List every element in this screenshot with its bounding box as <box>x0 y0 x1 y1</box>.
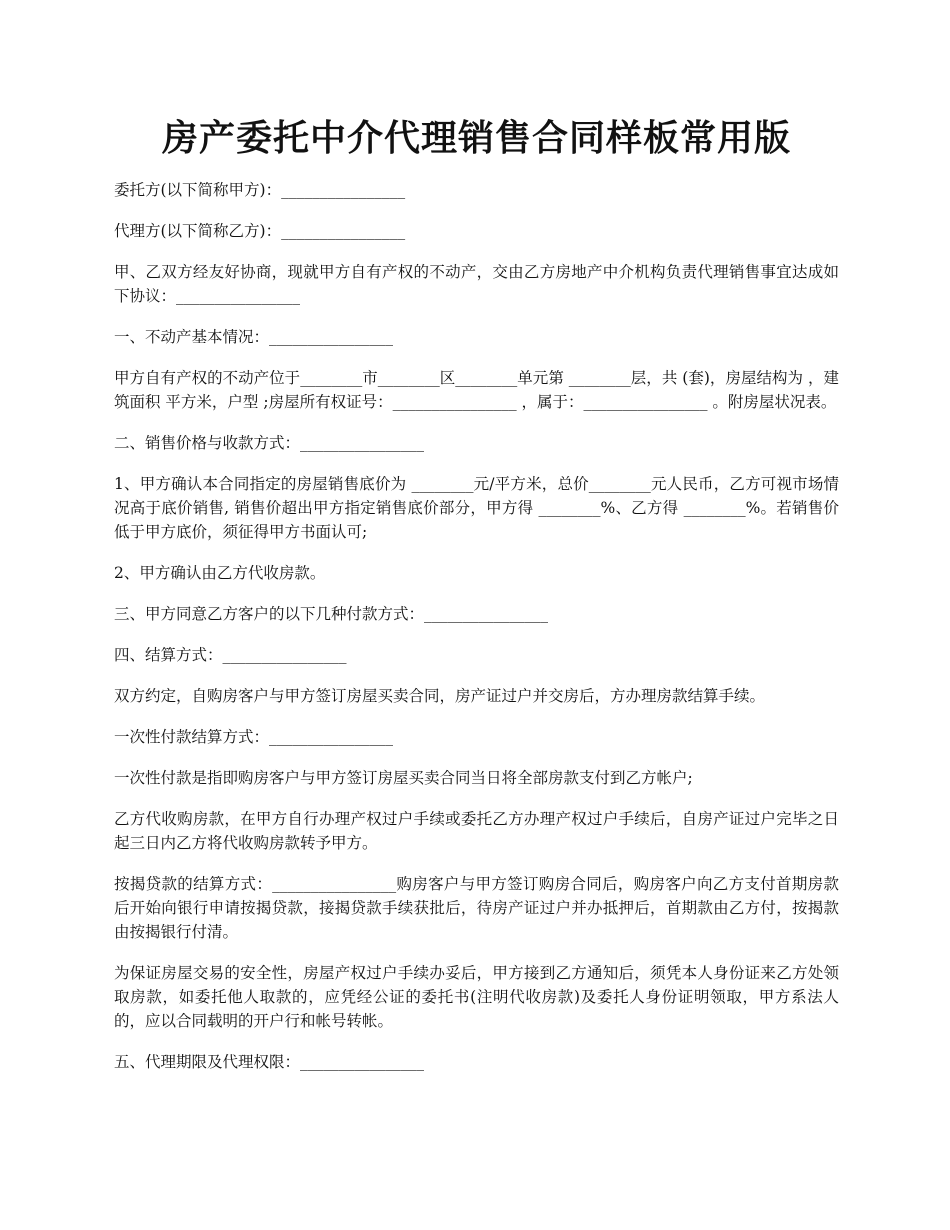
property-description: 甲方自有产权的不动产位于________市________区________单元第 ________层，共 (套)，房屋结构为 ，建筑面积 平方米，户型 ;房屋所有权证号：________________ ，属于：________________ 。附房屋状况表。 <box>114 369 839 411</box>
section-1-heading: 一、不动产基本情况：________________ <box>114 328 394 346</box>
contract-document <box>114 110 839 1091</box>
lump-sum-heading: 一次性付款结算方式：________________ <box>114 728 394 746</box>
price-clause-1: 1、甲方确认本合同指定的房屋销售底价为 ________元/平方米，总价________元人民币，乙方可视市场情况高于底价销售, 销售价超出甲方指定销售底价部分，甲方得 ________%、乙方得 ________%。若销售价低于甲方底价，须征得甲方书面认可; <box>114 475 839 541</box>
clause-agent: 代理方(以下简称乙方)：________________ <box>114 222 406 240</box>
section-3-heading: 三、甲方同意乙方客户的以下几种付款方式：________________ <box>114 605 549 623</box>
clause-principal: 委托方(以下简称甲方)：________________ <box>114 181 406 199</box>
section-5-heading: 五、代理期限及代理权限：________________ <box>114 1053 425 1071</box>
payment-security: 为保证房屋交易的安全性，房屋产权过户手续办妥后，甲方接到乙方通知后，须凭本人身份证来乙方处领取房款，如委托他人取款的，应凭经公证的委托书(注明代收房款)及委托人身份证明领取，甲方系法人的，应以合同载明的开户行和帐号转帐。 <box>114 964 839 1030</box>
lump-sum-definition: 一次性付款是指即购房客户与甲方签订房屋买卖合同当日将全部房款支付到乙方帐户; <box>114 769 693 787</box>
price-clause-2: 2、甲方确认由乙方代收房款。 <box>114 564 326 582</box>
clause-preamble: 甲、乙双方经友好协商，现就甲方自有产权的不动产，交由乙方房地产中介机构负责代理销售事宜达成如下协议：________________ <box>114 263 839 305</box>
document-title: 房产委托中介代理销售合同样板常用版 <box>161 117 791 159</box>
section-2-heading: 二、销售价格与收款方式：________________ <box>114 434 425 452</box>
section-4-heading: 四、结算方式：________________ <box>114 646 347 664</box>
mortgage-settlement: 按揭贷款的结算方式：________________购房客户与甲方签订购房合同后，购房客户向乙方支付首期房款后开始向银行申请按揭贷款，接揭贷款手续获批后，待房产证过户并办抵押后，首期款由乙方付，按揭款由按揭银行付清。 <box>114 875 839 941</box>
lump-sum-transfer: 乙方代收购房款，在甲方自行办理产权过户手续或委托乙方办理产权过户手续后，自房产证过户完毕之日起三日内乙方将代收购房款转予甲方。 <box>114 810 839 852</box>
settlement-agreement: 双方约定，自购房客户与甲方签订房屋买卖合同，房产证过户并交房后，方办理房款结算手续。 <box>114 687 766 705</box>
